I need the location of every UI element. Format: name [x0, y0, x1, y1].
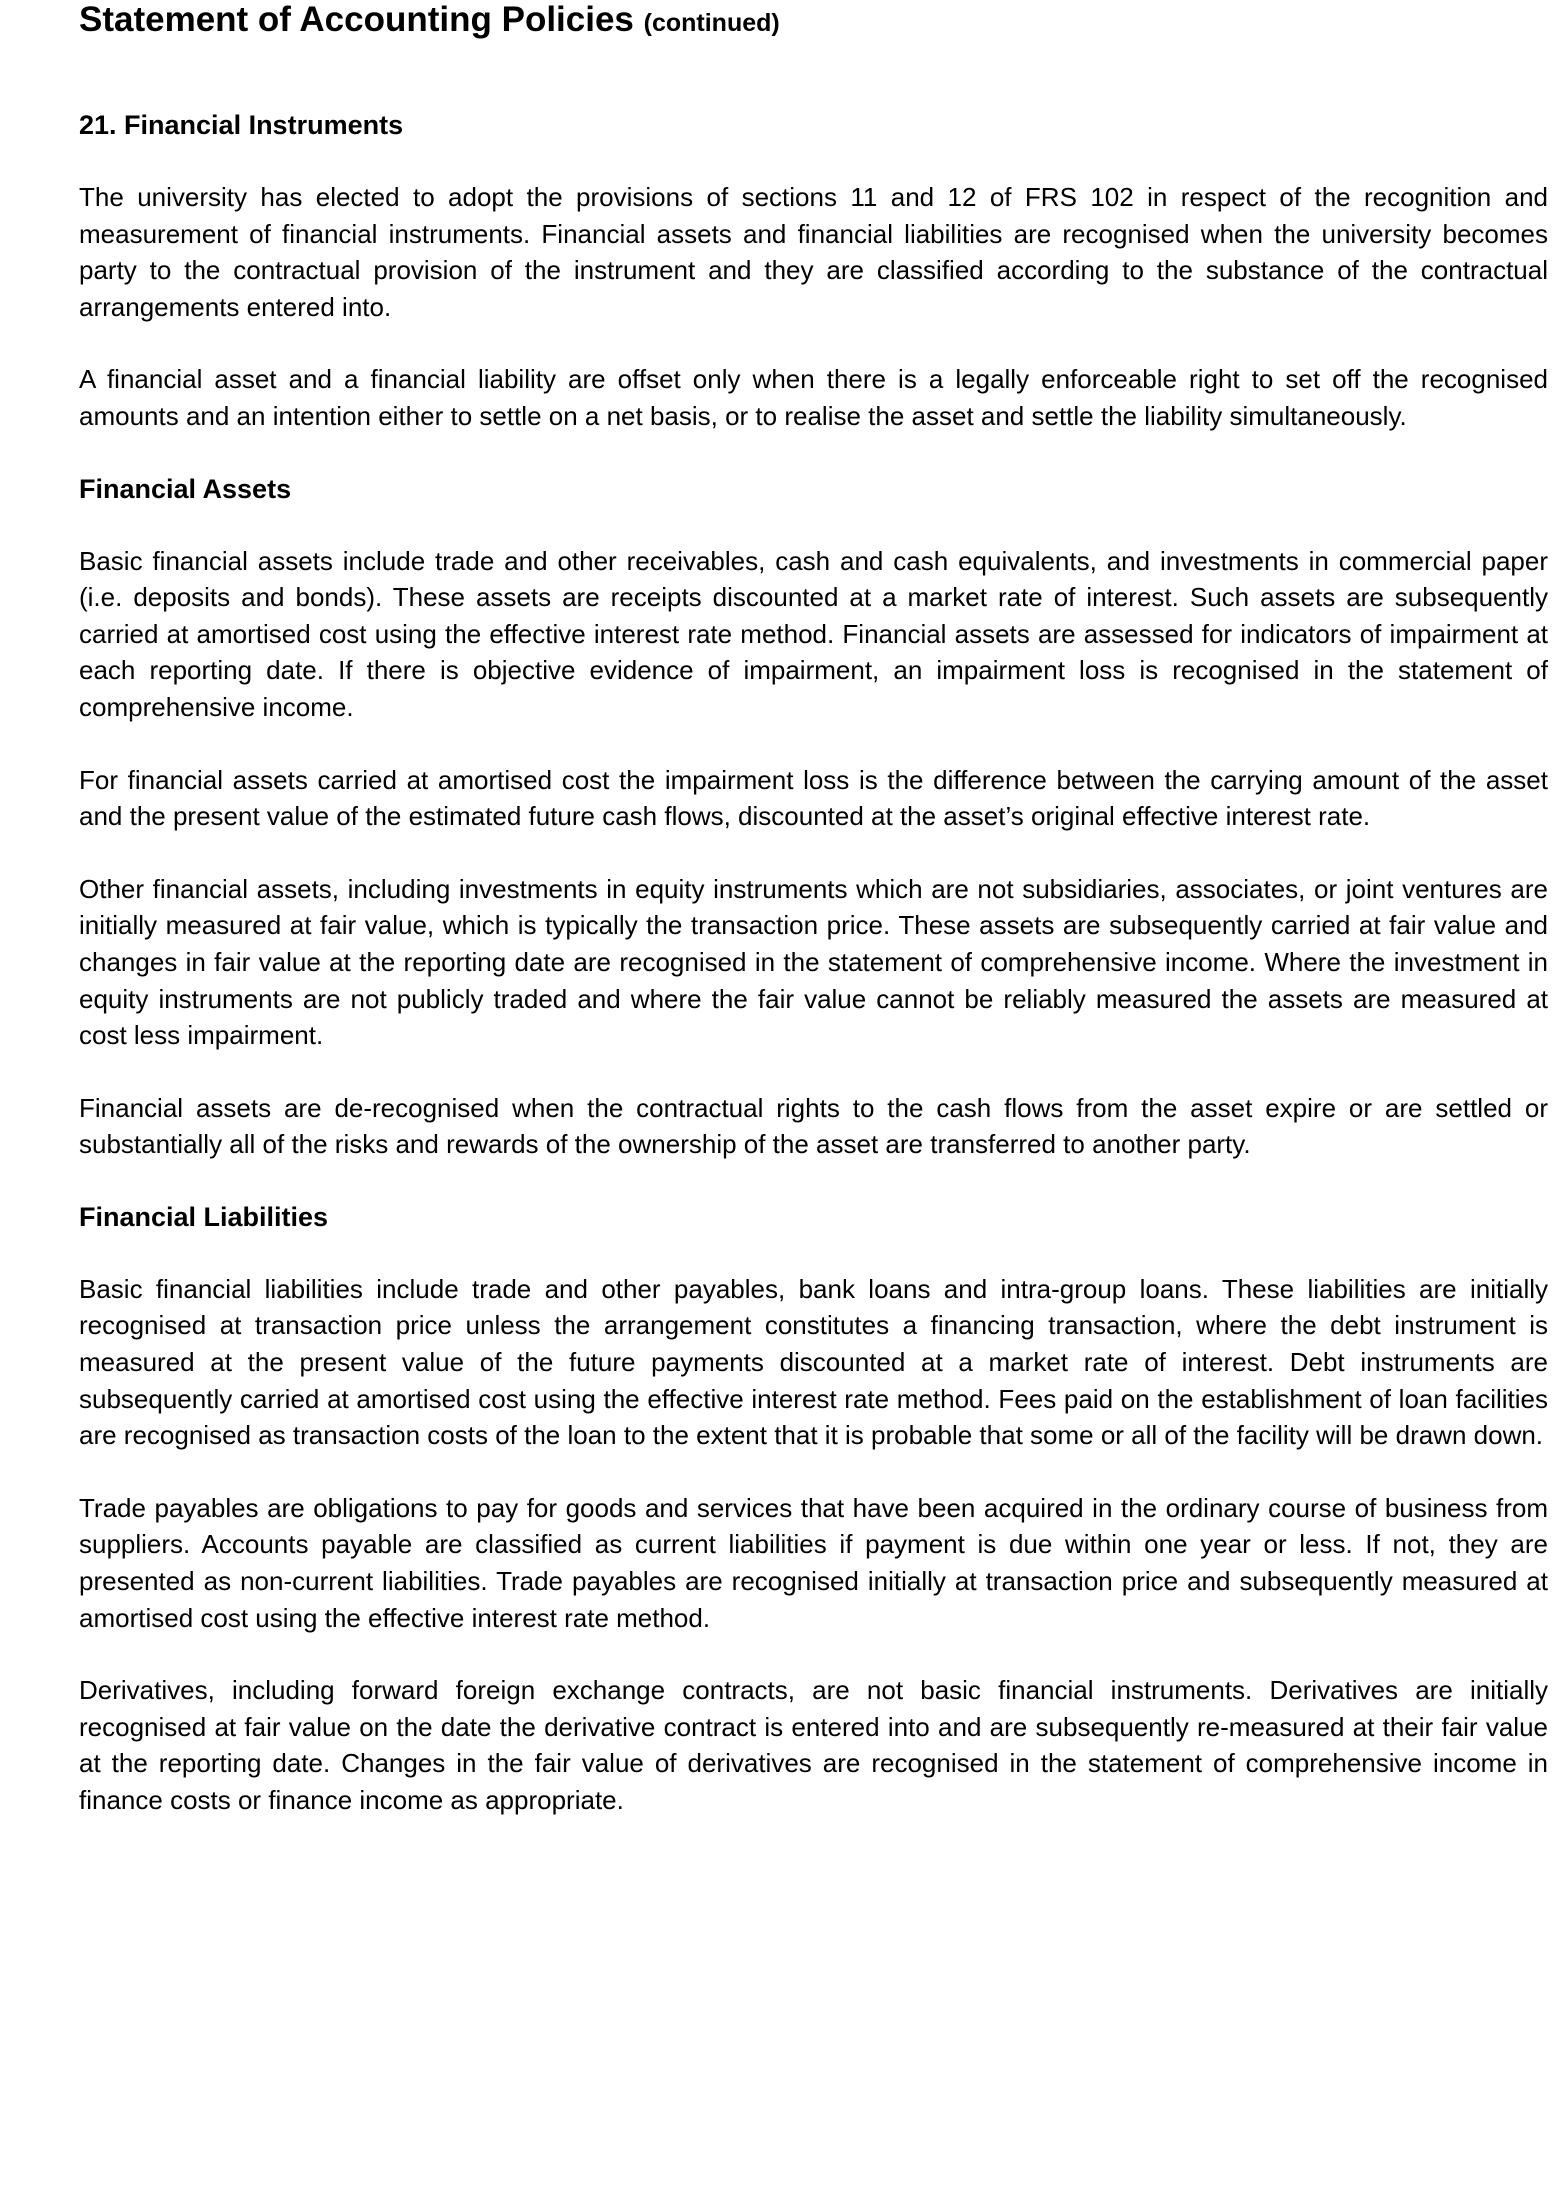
financial-assets-paragraph: Financial assets are de-recognised when the contractual rights to the cash flows from the asset expire or are settled or substantially all of the risks and rewards of the ownership of the asset are transferred to another party.	[79, 1092, 1548, 1160]
financial-liabilities-heading: Financial Liabilities	[79, 1201, 329, 1232]
document-page	[79, 0, 1548, 1819]
financial-assets-heading: Financial Assets	[79, 473, 292, 504]
financial-liabilities-paragraph: Derivatives, including forward foreign exchange contracts, are not basic financial instruments. Derivatives are initially recognised at fair value on the date the derivative contract is entered into and are subsequently re-measured at their fair value at the reporting date. Changes in the fair value of derivatives are recognised in the statement of comprehensive income in finance costs or finance income as appropriate.	[79, 1675, 1548, 1815]
financial-liabilities-paragraph: Basic financial liabilities include trade and other payables, bank loans and intra-group loans. These liabilities are initially recognised at transaction price unless the arrangement constitutes a financing transaction, where the debt instrument is measured at the present value of the future payments discounted at a market rate of interest. Debt instruments are subsequently carried at amortised cost using the effective interest rate method. Fees paid on the establishment of loan facilities are recognised as transaction costs of the loan to the extent that it is probable that some or all of the facility will be drawn down.	[79, 1273, 1548, 1451]
financial-assets-paragraph: Basic financial assets include trade and other receivables, cash and cash equivalents, and investments in commercial paper (i.e. deposits and bonds). These assets are receipts discounted at a market rate of interest. Such assets are subsequently carried at amortised cost using the effective interest rate method. Financial assets are assessed for indicators of impairment at each reporting date. If there is objective evidence of impairment, an impairment loss is recognised in the statement of comprehensive income.	[79, 545, 1548, 722]
page-title-text: Statement of Accounting Policies	[79, 0, 634, 39]
section-heading: 21. Financial Instruments	[79, 110, 404, 140]
page-title-continued: (continued)	[643, 9, 780, 37]
financial-assets-paragraph: Other financial assets, including investments in equity instruments which are not subsidiaries, associates, or joint ventures are initially measured at fair value, which is typically the transaction price. These assets are subsequently carried at fair value and changes in fair value at the reporting date are recognised in the statement of comprehensive income. Where the investment in equity instruments are not publicly traded and where the fair value cannot be reliably measured the assets are measured at cost less impairment.	[79, 873, 1548, 1051]
financial-assets-paragraph: For financial assets carried at amortised cost the impairment loss is the difference between the carrying amount of the asset and the present value of the estimated future cash flows, discounted at the asset’s original effective interest rate.	[79, 764, 1548, 832]
page-title	[79, 0, 1548, 43]
intro-paragraph: The university has elected to adopt the provisions of sections 11 and 12 of FRS 102 in respect of the recognition and measurement of financial instruments. Financial assets and financial liabilities are recognised when the university becomes party to the contractual provision of the instrument and they are classified according to the substance of the contractual arrangements entered into.	[79, 182, 1548, 322]
intro-paragraph: A financial asset and a financial liability are offset only when there is a legally enforceable right to set off the recognised amounts and an intention either to settle on a net basis, or to realise the asset and settle the liability simultaneously.	[79, 364, 1548, 431]
financial-liabilities-paragraph: Trade payables are obligations to pay for goods and services that have been acquired in the ordinary course of business from suppliers. Accounts payable are classified as current liabilities if payment is due within one year or less. If not, they are presented as non-current liabilities. Trade payables are recognised initially at transaction price and subsequently measured at amortised cost using the effective interest rate method.	[79, 1492, 1548, 1633]
